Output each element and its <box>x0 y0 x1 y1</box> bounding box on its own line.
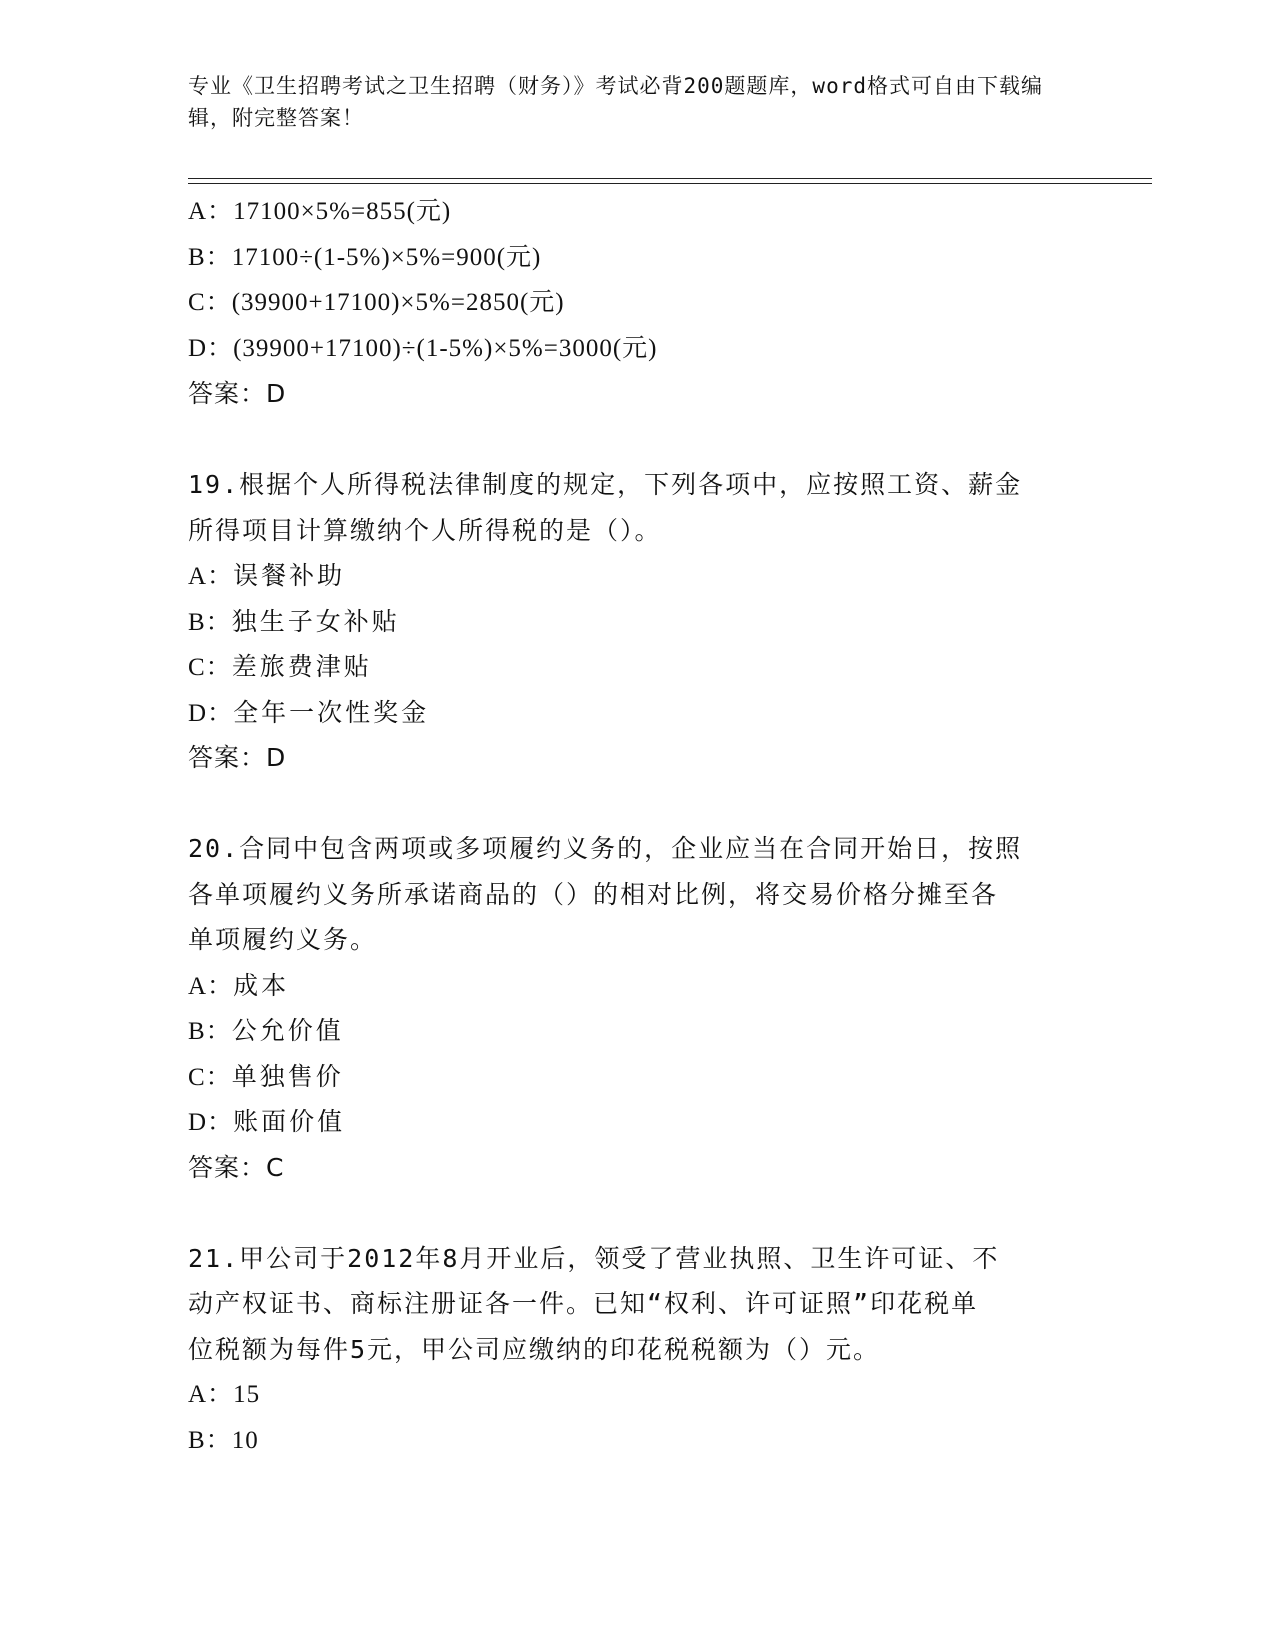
option-a <box>188 553 1088 599</box>
document-body <box>188 189 1088 1463</box>
option-label: C： <box>188 289 232 316</box>
question-stem-line: 位税额为每件5元，甲公司应缴纳的印花税税额为（）元。 <box>188 1334 881 1364</box>
question-stem-line: 21.甲公司于2012年8月开业后，领受了营业执照、卫生许可证、不 <box>188 1243 1000 1273</box>
question-stem-line: 19.根据个人所得税法律制度的规定，下列各项中，应按照工资、薪金 <box>188 470 1023 499</box>
question-18-continued <box>188 189 1088 417</box>
header-title: 专业《卫生招聘考试之卫生招聘（财务）》考试必背200题题库，word格式可自由下载编辑，附完整答案！ <box>188 74 1043 130</box>
option-b <box>188 1418 1088 1464</box>
header-rule-bottom <box>188 183 1152 184</box>
question-stem-line: 动产权证书、商标注册证各一件。已知“权利、许可证照”印花税单 <box>188 1289 979 1318</box>
question-20 <box>188 826 1088 1190</box>
option-text: 误餐补助 <box>233 561 346 590</box>
option-text: 15 <box>233 1381 261 1408</box>
document-header <box>188 70 1068 134</box>
answer-line: 答案：C <box>188 1152 285 1182</box>
option-d <box>188 1099 1088 1145</box>
option-text: 成本 <box>233 970 290 1000</box>
option-c <box>188 1054 1088 1100</box>
question-19 <box>188 462 1088 781</box>
option-label: C： <box>188 1063 232 1091</box>
option-text: 全年一次性奖金 <box>233 697 430 727</box>
question-21 <box>188 1236 1088 1464</box>
option-a <box>188 1372 1088 1418</box>
option-label: B： <box>188 243 232 271</box>
option-c <box>188 644 1088 690</box>
option-label: D： <box>188 334 234 362</box>
option-label: B： <box>188 608 232 636</box>
option-text: 账面价值 <box>233 1107 346 1136</box>
option-text: 10 <box>231 1426 259 1454</box>
question-stem-line: 各单项履约义务所承诺商品的（）的相对比例，将交易价格分摊至各 <box>188 879 999 909</box>
answer-line: 答案：D <box>188 379 287 408</box>
option-d <box>188 690 1088 736</box>
option-text: (39900+17100)×5%=2850(元) <box>231 289 565 316</box>
option-d <box>188 326 1088 372</box>
option-b <box>188 1008 1088 1054</box>
option-text: 17100×5%=855(元) <box>233 198 452 225</box>
option-text: (39900+17100)÷(1-5%)×5%=3000(元) <box>233 334 658 362</box>
option-label: A： <box>188 972 234 1000</box>
option-a <box>188 189 1088 235</box>
option-label: D： <box>188 1109 234 1136</box>
option-label: B： <box>188 1426 232 1454</box>
option-text: 公允价值 <box>231 1016 344 1045</box>
option-label: C： <box>188 654 232 681</box>
option-label: A： <box>188 198 234 225</box>
answer-line: 答案：D <box>188 743 287 772</box>
option-text: 单独售价 <box>231 1061 344 1091</box>
option-b <box>188 235 1088 281</box>
option-text: 独生子女补贴 <box>231 606 400 636</box>
question-stem-line: 20.合同中包含两项或多项履约义务的，企业应当在合同开始日，按照 <box>188 834 1023 863</box>
option-label: A： <box>188 1381 234 1408</box>
option-label: A： <box>188 563 234 590</box>
option-text: 差旅费津贴 <box>231 652 372 681</box>
question-stem-line: 所得项目计算缴纳个人所得税的是（）。 <box>188 515 662 545</box>
option-label: D： <box>188 699 234 727</box>
option-text: 17100÷(1-5%)×5%=900(元) <box>231 243 542 271</box>
header-rule-top <box>188 178 1152 179</box>
option-b <box>188 599 1088 645</box>
option-label: B： <box>188 1018 232 1045</box>
option-a <box>188 963 1088 1009</box>
question-stem-line: 单项履约义务。 <box>188 925 378 954</box>
option-c <box>188 280 1088 326</box>
